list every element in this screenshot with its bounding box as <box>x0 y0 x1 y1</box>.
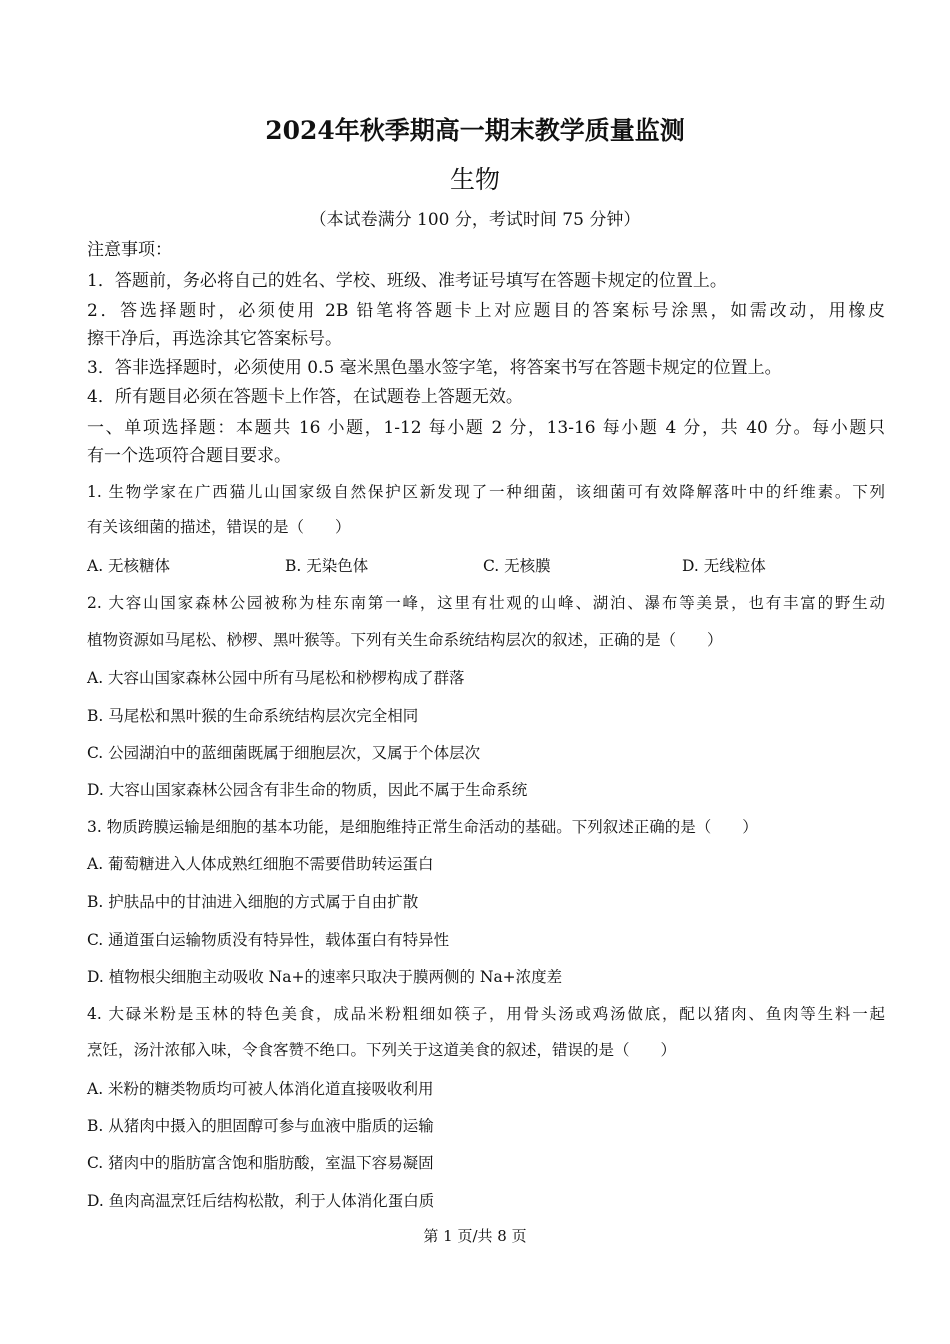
section-heading: 一、单项选择题：本题共 16 小题，1-12 每小题 2 分，13-16 每小题 4 分，共 40 分。每小题只 <box>87 418 885 438</box>
option-b: B. 无染色体 <box>285 557 369 575</box>
question-stem: 1. 生物学家在广西猫儿山国家级自然保护区新发现了一种细菌，该细菌可有效降解落叶中的纤维素。下列 <box>87 483 885 501</box>
option-d: D. 大容山国家森林公园含有非生命的物质，因此不属于生命系统 <box>87 781 528 799</box>
exam-title: 2024年秋季期高一期末教学质量监测 <box>265 116 685 145</box>
question-stem: 烹饪，汤汁浓郁入味，令食客赞不绝口。下列关于这道美食的叙述，错误的是（ ） <box>87 1041 677 1059</box>
subject-title: 生物 <box>449 165 500 194</box>
option-c: C. 猪肉中的脂肪富含饱和脂肪酸，室温下容易凝固 <box>87 1154 434 1172</box>
option-b: B. 从猪肉中摄入的胆固醇可参与血液中脂质的运输 <box>87 1117 434 1135</box>
section-heading: 有一个选项符合题目要求。 <box>87 446 291 466</box>
option-a: A. 葡萄糖进入人体成熟红细胞不需要借助转运蛋白 <box>87 855 434 873</box>
note-line: 1．答题前，务必将自己的姓名、学校、班级、准考证号填写在答题卡规定的位置上。 <box>87 271 727 291</box>
option-b: B. 护肤品中的甘油进入细胞的方式属于自由扩散 <box>87 893 419 911</box>
notes-heading: 注意事项： <box>87 240 172 260</box>
option-a: A. 无核糖体 <box>87 557 171 575</box>
page-footer: 第 1 页/共 8 页 <box>423 1227 527 1245</box>
option-c: C. 无核膜 <box>483 557 551 575</box>
option-b: B. 马尾松和黑叶猴的生命系统结构层次完全相同 <box>87 707 419 725</box>
note-line: 擦干净后，再选涂其它答案标号。 <box>87 329 342 349</box>
option-c: C. 公园湖泊中的蓝细菌既属于细胞层次，又属于个体层次 <box>87 744 481 762</box>
exam-subtitle: （本试卷满分 100 分，考试时间 75 分钟） <box>309 210 641 230</box>
note-line: 4．所有题目必须在答题卡上作答，在试题卷上答题无效。 <box>87 387 523 407</box>
question-stem: 有关该细菌的描述，错误的是（ ） <box>87 518 351 536</box>
option-d: D. 鱼肉高温烹饪后结构松散，利于人体消化蛋白质 <box>87 1192 435 1210</box>
question-stem: 植物资源如马尾松、桫椤、黑叶猴等。下列有关生命系统结构层次的叙述，正确的是（ ） <box>87 631 723 649</box>
note-line: 2．答选择题时，必须使用 2B 铅笔将答题卡上对应题目的答案标号涂黑，如需改动，用橡皮 <box>87 301 885 321</box>
option-d: D. 无线粒体 <box>682 557 766 575</box>
option-a: A. 米粉的糖类物质均可被人体消化道直接吸收利用 <box>87 1080 434 1098</box>
option-a: A. 大容山国家森林公园中所有马尾松和桫椤构成了群落 <box>87 669 465 687</box>
option-c: C. 通道蛋白运输物质没有特异性，载体蛋白有特异性 <box>87 931 450 949</box>
question-stem: 3. 物质跨膜运输是细胞的基本功能，是细胞维持正常生命活动的基础。下列叙述正确的是（ ） <box>87 818 758 836</box>
question-stem: 2. 大容山国家森林公园被称为桂东南第一峰，这里有壮观的山峰、湖泊、瀑布等美景，也有丰富的野生动 <box>87 594 885 612</box>
note-line: 3．答非选择题时，必须使用 0.5 毫米黑色墨水签字笔，将答案书写在答题卡规定的位置上。 <box>87 358 782 378</box>
question-stem: 4. 大碌米粉是玉林的特色美食，成品米粉粗细如筷子，用骨头汤或鸡汤做底，配以猪肉、鱼肉等生料一起 <box>87 1005 885 1023</box>
option-d: D. 植物根尖细胞主动吸收 Na+的速率只取决于膜两侧的 Na+浓度差 <box>87 968 563 986</box>
